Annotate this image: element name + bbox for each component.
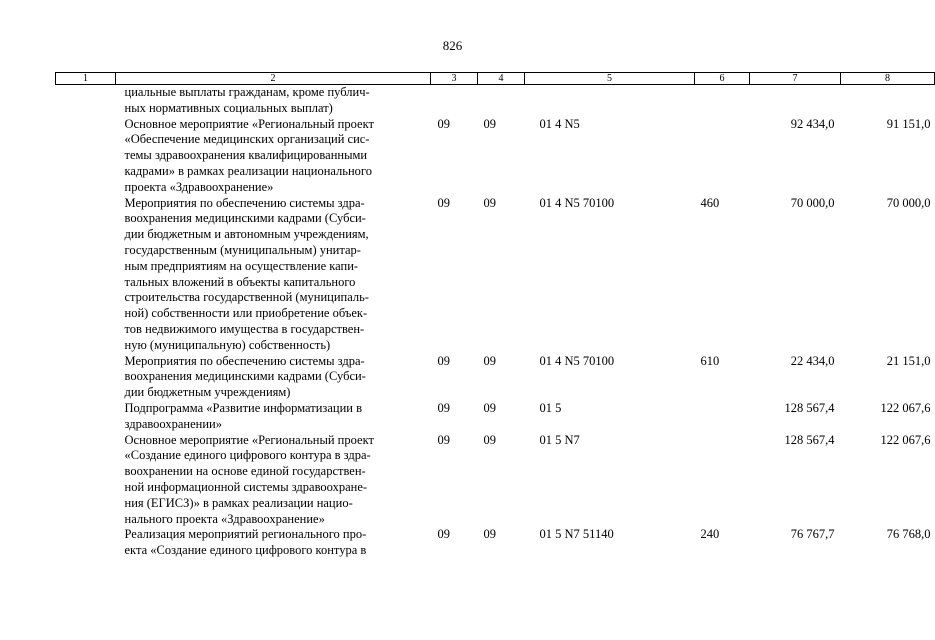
section-code: 09 bbox=[437, 195, 450, 210]
subsection-code bbox=[478, 85, 525, 117]
expense-type-code bbox=[695, 433, 750, 528]
description-line: ной информационной системы здравоохране- bbox=[124, 479, 368, 494]
description-line: «Обеспечение медицинских организаций сис- bbox=[124, 132, 370, 147]
amount-year-1: 76 767,7 bbox=[790, 527, 835, 542]
row-description bbox=[116, 85, 431, 117]
description-line: нального проекта «Здравоохранение» bbox=[124, 511, 325, 526]
description-line: «Создание единого цифрового контура в здра- bbox=[124, 448, 371, 463]
expense-type-code: 460 bbox=[700, 195, 720, 210]
subsection-code: 09 bbox=[483, 400, 496, 415]
expense-type-code bbox=[695, 117, 750, 196]
table-row bbox=[56, 433, 935, 528]
section-code: 09 bbox=[437, 432, 450, 447]
description-line: дии бюджетным и автономным учреждениям, bbox=[124, 227, 369, 242]
table-row bbox=[56, 85, 935, 117]
description-line: Мероприятия по обеспечению системы здра- bbox=[124, 353, 365, 368]
column-number-header-row bbox=[56, 73, 935, 85]
description-line: здравоохранении» bbox=[124, 416, 222, 431]
subsection-code: 09 bbox=[483, 527, 496, 542]
table-row bbox=[56, 196, 935, 354]
description-line: воохранении на основе единой государствен- bbox=[124, 464, 366, 479]
amount-year-1: 128 567,4 bbox=[784, 400, 835, 415]
description-line: проекта «Здравоохранение» bbox=[124, 179, 274, 194]
amount-year-1: 22 434,0 bbox=[790, 353, 835, 368]
description-line: ния (ЕГИСЗ)» в рамках реализации нацио- bbox=[124, 495, 353, 510]
description-line: тальных вложений в объекты капитального bbox=[124, 274, 356, 289]
row-description bbox=[116, 196, 431, 354]
amount-year-1: 70 000,0 bbox=[790, 195, 835, 210]
section-code: 09 bbox=[437, 116, 450, 131]
row-description bbox=[116, 401, 431, 433]
row-description bbox=[116, 117, 431, 196]
description-line: кадрами» в рамках реализации национального bbox=[124, 163, 372, 178]
target-article-code: 01 4 N5 70100 bbox=[539, 353, 615, 368]
description-line: строительства государственной (муниципаль- bbox=[124, 290, 369, 305]
amount-year-2: 122 067,6 bbox=[880, 400, 931, 415]
column-header-3: 3 bbox=[431, 73, 478, 85]
amount-year-2: 122 067,6 bbox=[880, 432, 931, 447]
expense-type-code: 240 bbox=[700, 527, 720, 542]
target-article-code bbox=[525, 85, 695, 117]
table-row bbox=[56, 401, 935, 433]
description-line: темы здравоохранения квалифицированными bbox=[124, 148, 368, 163]
expense-type-code: 610 bbox=[700, 353, 720, 368]
section-code: 09 bbox=[437, 400, 450, 415]
subsection-code: 09 bbox=[483, 353, 496, 368]
amount-year-1: 128 567,4 bbox=[784, 432, 835, 447]
description-line: ным предприятиям на осуществление капи- bbox=[124, 258, 359, 273]
description-line: государственным (муниципальным) унитар- bbox=[124, 242, 361, 257]
cell-col1 bbox=[56, 85, 116, 117]
amount-year-2 bbox=[841, 85, 935, 117]
section-code: 09 bbox=[437, 353, 450, 368]
cell-col1 bbox=[56, 354, 116, 401]
cell-col1 bbox=[56, 401, 116, 433]
description-line: циальные выплаты гражданам, кроме публич- bbox=[124, 85, 370, 99]
table-row bbox=[56, 527, 935, 559]
amount-year-1 bbox=[750, 85, 841, 117]
description-line: Реализация мероприятий регионального про- bbox=[124, 527, 367, 542]
cell-col1 bbox=[56, 433, 116, 528]
table-body bbox=[56, 85, 935, 559]
description-line: Основное мероприятие «Региональный проект bbox=[124, 116, 374, 131]
subsection-code: 09 bbox=[483, 432, 496, 447]
description-line: ную (муниципальную) собственность) bbox=[124, 337, 331, 352]
description-line: тов недвижимого имущества в государствен- bbox=[124, 321, 365, 336]
target-article-code: 01 5 N7 51140 bbox=[539, 527, 614, 542]
column-header-1: 1 bbox=[56, 73, 116, 85]
amount-year-1: 92 434,0 bbox=[790, 116, 835, 131]
amount-year-2: 21 151,0 bbox=[886, 353, 931, 368]
target-article-code: 01 5 N7 bbox=[539, 432, 580, 447]
amount-year-2: 91 151,0 bbox=[886, 116, 931, 131]
target-article-code: 01 5 bbox=[539, 400, 562, 415]
column-header-2: 2 bbox=[116, 73, 431, 85]
row-description bbox=[116, 527, 431, 559]
description-line: Подпрограмма «Развитие информатизации в bbox=[124, 400, 362, 415]
description-line: воохранения медицинскими кадрами (Субси- bbox=[124, 369, 366, 384]
description-line: ной) собственности или приобретение объек- bbox=[124, 306, 368, 321]
description-line: Мероприятия по обеспечению системы здра- bbox=[124, 195, 365, 210]
section-code: 09 bbox=[437, 527, 450, 542]
table-row bbox=[56, 117, 935, 196]
description-line: ных нормативных социальных выплат) bbox=[124, 100, 333, 115]
target-article-code: 01 4 N5 70100 bbox=[539, 195, 615, 210]
amount-year-2: 70 000,0 bbox=[886, 195, 931, 210]
subsection-code: 09 bbox=[483, 195, 496, 210]
description-line: екта «Создание единого цифрового контура в bbox=[124, 543, 367, 558]
column-header-4: 4 bbox=[478, 73, 525, 85]
expense-type-code bbox=[695, 85, 750, 117]
description-line: Основное мероприятие «Региональный проект bbox=[124, 432, 374, 447]
description-line: воохранения медицинскими кадрами (Субси- bbox=[124, 211, 366, 226]
page-number: 826 bbox=[442, 38, 463, 53]
budget-table bbox=[55, 72, 935, 559]
section-code bbox=[431, 85, 478, 117]
column-header-6: 6 bbox=[695, 73, 750, 85]
row-description bbox=[116, 433, 431, 528]
row-description bbox=[116, 354, 431, 401]
expense-type-code bbox=[695, 401, 750, 433]
subsection-code: 09 bbox=[483, 116, 496, 131]
target-article-code: 01 4 N5 bbox=[539, 116, 580, 131]
cell-col1 bbox=[56, 117, 116, 196]
cell-col1 bbox=[56, 196, 116, 354]
column-header-5: 5 bbox=[525, 73, 695, 85]
cell-col1 bbox=[56, 527, 116, 559]
table-row bbox=[56, 354, 935, 401]
amount-year-2: 76 768,0 bbox=[886, 527, 931, 542]
column-header-8: 8 bbox=[841, 73, 935, 85]
description-line: дии бюджетным учреждениям) bbox=[124, 385, 291, 400]
column-header-7: 7 bbox=[750, 73, 841, 85]
